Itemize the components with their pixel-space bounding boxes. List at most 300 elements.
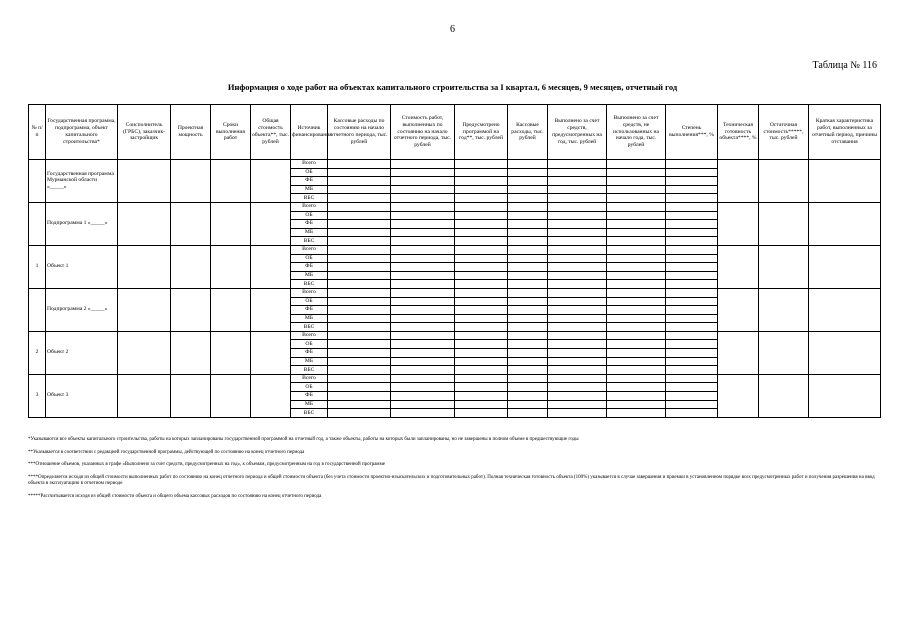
value-cell xyxy=(607,185,666,194)
empty-cell xyxy=(211,374,251,417)
value-cell xyxy=(391,160,455,169)
value-cell xyxy=(548,306,607,315)
funding-source: Всего xyxy=(291,202,328,211)
value-cell xyxy=(391,323,455,332)
value-cell xyxy=(548,409,607,418)
value-cell xyxy=(391,263,455,272)
value-cell xyxy=(548,168,607,177)
value-cell xyxy=(328,340,391,349)
value-cell xyxy=(391,280,455,289)
value-cell xyxy=(607,392,666,401)
value-cell xyxy=(607,409,666,418)
value-cell xyxy=(607,323,666,332)
value-cell xyxy=(328,160,391,169)
item-name: Объект 2 xyxy=(46,331,118,374)
funding-source: МБ xyxy=(291,271,328,280)
funding-source: Всего xyxy=(291,245,328,254)
empty-cell xyxy=(718,202,759,245)
funding-source: ФБ xyxy=(291,349,328,358)
value-cell xyxy=(391,383,455,392)
item-name: Государственная программа Мурманской области «_____» xyxy=(46,160,118,203)
value-cell xyxy=(548,357,607,366)
table-body xyxy=(29,160,881,418)
value-cell xyxy=(455,331,508,340)
empty-cell xyxy=(118,374,171,417)
item-name: Подпрограмма 2 «_____» xyxy=(46,288,118,331)
value-cell xyxy=(508,331,548,340)
value-cell xyxy=(508,366,548,375)
item-name: Объект 1 xyxy=(46,245,118,288)
value-cell xyxy=(455,245,508,254)
empty-cell xyxy=(211,288,251,331)
value-cell xyxy=(328,237,391,246)
value-cell xyxy=(328,374,391,383)
row-number xyxy=(29,202,46,245)
column-header: Государственная программа, подпрограмма, объект капитального строительства* xyxy=(46,105,118,160)
value-cell xyxy=(666,211,718,220)
value-cell xyxy=(666,220,718,229)
value-cell xyxy=(328,383,391,392)
value-cell xyxy=(508,297,548,306)
empty-cell xyxy=(171,245,211,288)
value-cell xyxy=(508,160,548,169)
value-cell xyxy=(391,194,455,203)
funding-source: Всего xyxy=(291,288,328,297)
value-cell xyxy=(455,254,508,263)
empty-cell xyxy=(809,202,881,245)
value-cell xyxy=(455,194,508,203)
table-row xyxy=(29,245,881,254)
empty-cell xyxy=(118,331,171,374)
funding-source: ОБ xyxy=(291,383,328,392)
empty-cell xyxy=(759,288,809,331)
value-cell xyxy=(391,177,455,186)
value-cell xyxy=(391,168,455,177)
funding-source: ОБ xyxy=(291,297,328,306)
value-cell xyxy=(455,297,508,306)
column-header: Остаточная стоимость*****, тыс. рублей xyxy=(759,105,809,160)
value-cell xyxy=(508,409,548,418)
value-cell xyxy=(607,271,666,280)
value-cell xyxy=(508,254,548,263)
value-cell xyxy=(607,349,666,358)
empty-cell xyxy=(171,160,211,203)
value-cell xyxy=(548,392,607,401)
table-row xyxy=(29,374,881,383)
value-cell xyxy=(508,228,548,237)
funding-source: ОБ xyxy=(291,168,328,177)
value-cell xyxy=(548,297,607,306)
value-cell xyxy=(455,288,508,297)
value-cell xyxy=(508,392,548,401)
value-cell xyxy=(666,263,718,272)
value-cell xyxy=(666,400,718,409)
value-cell xyxy=(666,323,718,332)
row-number xyxy=(29,160,46,203)
funding-source: МБ xyxy=(291,228,328,237)
value-cell xyxy=(455,340,508,349)
value-cell xyxy=(328,323,391,332)
value-cell xyxy=(508,185,548,194)
column-header: Кассовые расходы, тыс. рублей xyxy=(508,105,548,160)
column-header: Краткая характеристика работ, выполненных за отчетный период, причины отставания xyxy=(809,105,881,160)
table-header-row xyxy=(29,105,881,160)
empty-cell xyxy=(211,160,251,203)
value-cell xyxy=(455,160,508,169)
value-cell xyxy=(548,280,607,289)
funding-source: ФБ xyxy=(291,263,328,272)
value-cell xyxy=(508,202,548,211)
column-header: Стоимость работ, выполненных по состоянию на начало отчетного периода, тыс. рублей xyxy=(391,105,455,160)
value-cell xyxy=(548,211,607,220)
footnote: *Указываются все объекты капитального строительства, работы на которых запланированы государственной программой на отчетный год, а также объекты, работы на которых были запланированы, но не завершены в полном объеме в предшествующие годы xyxy=(28,437,579,442)
value-cell xyxy=(666,349,718,358)
empty-cell xyxy=(759,160,809,203)
value-cell xyxy=(508,306,548,315)
value-cell xyxy=(607,280,666,289)
value-cell xyxy=(548,237,607,246)
value-cell xyxy=(391,297,455,306)
empty-cell xyxy=(118,202,171,245)
column-header: Предусмотрено программой на год**, тыс. рублей xyxy=(455,105,508,160)
value-cell xyxy=(508,245,548,254)
footnote: ***Отношение объемов, указанных в графе «Выполнено за счет средств, предусмотренных на год», к объемам, предусмотренным на год в государственной программе xyxy=(28,462,385,467)
value-cell xyxy=(607,288,666,297)
value-cell xyxy=(391,366,455,375)
value-cell xyxy=(328,366,391,375)
value-cell xyxy=(391,220,455,229)
funding-source: ФБ xyxy=(291,220,328,229)
empty-cell xyxy=(759,331,809,374)
funding-source: МБ xyxy=(291,314,328,323)
value-cell xyxy=(508,383,548,392)
value-cell xyxy=(548,263,607,272)
value-cell xyxy=(328,177,391,186)
value-cell xyxy=(508,271,548,280)
empty-cell xyxy=(211,202,251,245)
value-cell xyxy=(455,280,508,289)
value-cell xyxy=(455,177,508,186)
empty-cell xyxy=(809,160,881,203)
value-cell xyxy=(508,220,548,229)
value-cell xyxy=(666,254,718,263)
value-cell xyxy=(666,185,718,194)
empty-cell xyxy=(809,245,881,288)
table-row xyxy=(29,288,881,297)
empty-cell xyxy=(251,245,291,288)
value-cell xyxy=(607,220,666,229)
value-cell xyxy=(391,357,455,366)
value-cell xyxy=(607,245,666,254)
value-cell xyxy=(508,177,548,186)
value-cell xyxy=(391,271,455,280)
table-row xyxy=(29,160,881,169)
value-cell xyxy=(391,314,455,323)
value-cell xyxy=(607,263,666,272)
value-cell xyxy=(328,185,391,194)
value-cell xyxy=(328,409,391,418)
value-cell xyxy=(508,400,548,409)
row-number: 2 xyxy=(29,331,46,374)
empty-cell xyxy=(251,202,291,245)
value-cell xyxy=(666,297,718,306)
value-cell xyxy=(455,383,508,392)
value-cell xyxy=(666,245,718,254)
value-cell xyxy=(666,288,718,297)
value-cell xyxy=(666,271,718,280)
value-cell xyxy=(666,160,718,169)
value-cell xyxy=(607,340,666,349)
value-cell xyxy=(607,237,666,246)
value-cell xyxy=(508,323,548,332)
column-header: Выполнено за счет средств, не использованных на начало года, тыс. рублей xyxy=(607,105,666,160)
value-cell xyxy=(666,168,718,177)
column-header: Кассовые расходы по состоянию на начало отчетного периода, тыс. рублей xyxy=(328,105,391,160)
value-cell xyxy=(391,237,455,246)
value-cell xyxy=(391,202,455,211)
empty-cell xyxy=(718,331,759,374)
footnote: *****Рассчитывается исходя из общей стоимости объекта и общего объема кассовых расходов по состоянию на конец отчетного периода xyxy=(28,493,322,499)
value-cell xyxy=(666,177,718,186)
footnote: ****Определяется исходя из общей стоимости выполненных работ по состоянию на конец отчетного периода и общей стоимости объекта (без учета стоимости проектно-изыскательских и подготовительных работ). Полная техническая готовность объекта (100%) указывается в случае завершения и приемки в установленном порядке всех предусмотренных работ и получения разрешения на ввод объекта в эксплуатацию в отчетном периоде xyxy=(28,474,875,486)
empty-cell xyxy=(718,160,759,203)
funding-source: Всего xyxy=(291,331,328,340)
empty-cell xyxy=(809,288,881,331)
empty-cell xyxy=(718,245,759,288)
row-number: 3 xyxy=(29,374,46,417)
value-cell xyxy=(328,254,391,263)
value-cell xyxy=(548,185,607,194)
funding-source: ФБ xyxy=(291,177,328,186)
value-cell xyxy=(508,237,548,246)
table-row xyxy=(29,202,881,211)
value-cell xyxy=(328,306,391,315)
value-cell xyxy=(508,340,548,349)
value-cell xyxy=(328,202,391,211)
value-cell xyxy=(607,306,666,315)
value-cell xyxy=(508,374,548,383)
footnotes xyxy=(28,437,878,506)
empty-cell xyxy=(759,245,809,288)
page-number: 6 xyxy=(450,24,455,35)
value-cell xyxy=(666,366,718,375)
value-cell xyxy=(391,392,455,401)
value-cell xyxy=(455,271,508,280)
value-cell xyxy=(548,349,607,358)
value-cell xyxy=(328,211,391,220)
empty-cell xyxy=(809,331,881,374)
item-name: Подпрограмма 1 «_____» xyxy=(46,202,118,245)
value-cell xyxy=(391,374,455,383)
value-cell xyxy=(508,280,548,289)
funding-source: Всего xyxy=(291,160,328,169)
value-cell xyxy=(548,314,607,323)
empty-cell xyxy=(251,331,291,374)
funding-source: ВБС xyxy=(291,366,328,375)
value-cell xyxy=(328,297,391,306)
value-cell xyxy=(607,177,666,186)
value-cell xyxy=(548,220,607,229)
value-cell xyxy=(548,194,607,203)
empty-cell xyxy=(718,374,759,417)
value-cell xyxy=(455,349,508,358)
funding-source: ОБ xyxy=(291,211,328,220)
value-cell xyxy=(508,263,548,272)
funding-source: ОБ xyxy=(291,340,328,349)
value-cell xyxy=(328,271,391,280)
column-header: Источник финансирования xyxy=(291,105,328,160)
funding-source: ВБС xyxy=(291,194,328,203)
column-header: Проектная мощность xyxy=(171,105,211,160)
empty-cell xyxy=(759,374,809,417)
value-cell xyxy=(391,306,455,315)
funding-source: ВБС xyxy=(291,323,328,332)
value-cell xyxy=(508,314,548,323)
empty-cell xyxy=(118,160,171,203)
value-cell xyxy=(455,306,508,315)
table-row xyxy=(29,331,881,340)
value-cell xyxy=(391,409,455,418)
value-cell xyxy=(455,409,508,418)
value-cell xyxy=(666,383,718,392)
empty-cell xyxy=(118,245,171,288)
column-header: Общая стоимость объекта**, тыс. рублей xyxy=(251,105,291,160)
value-cell xyxy=(328,357,391,366)
column-header: № п/п xyxy=(29,105,46,160)
value-cell xyxy=(508,288,548,297)
value-cell xyxy=(328,349,391,358)
value-cell xyxy=(455,228,508,237)
value-cell xyxy=(666,409,718,418)
empty-cell xyxy=(251,288,291,331)
value-cell xyxy=(666,392,718,401)
value-cell xyxy=(666,306,718,315)
value-cell xyxy=(548,254,607,263)
value-cell xyxy=(455,314,508,323)
value-cell xyxy=(328,245,391,254)
value-cell xyxy=(548,383,607,392)
value-cell xyxy=(328,392,391,401)
value-cell xyxy=(391,245,455,254)
value-cell xyxy=(455,323,508,332)
footnote: **Указывается в соответствии с редакцией государственной программы, действующей по состоянию на конец отчетного периода xyxy=(28,449,305,455)
column-header: Техническая готовность объекта****, % xyxy=(718,105,759,160)
value-cell xyxy=(666,331,718,340)
funding-source: ФБ xyxy=(291,306,328,315)
funding-source: ВБС xyxy=(291,237,328,246)
value-cell xyxy=(455,392,508,401)
value-cell xyxy=(548,228,607,237)
empty-cell xyxy=(171,202,211,245)
value-cell xyxy=(391,185,455,194)
row-number xyxy=(29,288,46,331)
value-cell xyxy=(328,288,391,297)
value-cell xyxy=(455,202,508,211)
value-cell xyxy=(666,202,718,211)
column-header: Соисполнитель (ГРБС), заказчик-застройщик xyxy=(118,105,171,160)
column-header: Выполнено за счет средств, предусмотренных на год, тыс. рублей xyxy=(548,105,607,160)
value-cell xyxy=(666,194,718,203)
value-cell xyxy=(328,400,391,409)
value-cell xyxy=(548,340,607,349)
empty-cell xyxy=(171,331,211,374)
value-cell xyxy=(508,211,548,220)
value-cell xyxy=(548,288,607,297)
value-cell xyxy=(607,357,666,366)
value-cell xyxy=(391,340,455,349)
value-cell xyxy=(666,228,718,237)
value-cell xyxy=(455,168,508,177)
value-cell xyxy=(607,254,666,263)
funding-source: ОБ xyxy=(291,254,328,263)
value-cell xyxy=(666,280,718,289)
empty-cell xyxy=(251,374,291,417)
value-cell xyxy=(548,245,607,254)
value-cell xyxy=(328,220,391,229)
item-name: Объект 3 xyxy=(46,374,118,417)
column-header: Сроки выполнения работ xyxy=(211,105,251,160)
value-cell xyxy=(666,314,718,323)
value-cell xyxy=(548,331,607,340)
value-cell xyxy=(391,228,455,237)
value-cell xyxy=(391,211,455,220)
value-cell xyxy=(666,340,718,349)
value-cell xyxy=(607,366,666,375)
value-cell xyxy=(508,357,548,366)
value-cell xyxy=(607,297,666,306)
value-cell xyxy=(666,374,718,383)
value-cell xyxy=(455,400,508,409)
value-cell xyxy=(391,400,455,409)
value-cell xyxy=(328,280,391,289)
empty-cell xyxy=(118,288,171,331)
column-header: Степень выполнения***, % xyxy=(666,105,718,160)
empty-cell xyxy=(171,288,211,331)
value-cell xyxy=(391,288,455,297)
value-cell xyxy=(455,374,508,383)
value-cell xyxy=(607,400,666,409)
value-cell xyxy=(607,211,666,220)
value-cell xyxy=(607,331,666,340)
value-cell xyxy=(328,228,391,237)
value-cell xyxy=(548,202,607,211)
value-cell xyxy=(548,271,607,280)
value-cell xyxy=(548,323,607,332)
empty-cell xyxy=(211,331,251,374)
value-cell xyxy=(391,254,455,263)
value-cell xyxy=(455,185,508,194)
empty-cell xyxy=(171,374,211,417)
value-cell xyxy=(607,314,666,323)
value-cell xyxy=(328,168,391,177)
value-cell xyxy=(455,211,508,220)
value-cell xyxy=(391,349,455,358)
funding-source: ВБС xyxy=(291,280,328,289)
capital-construction-table xyxy=(28,104,881,418)
value-cell xyxy=(607,228,666,237)
value-cell xyxy=(607,168,666,177)
value-cell xyxy=(548,374,607,383)
value-cell xyxy=(455,357,508,366)
funding-source: ФБ xyxy=(291,392,328,401)
value-cell xyxy=(391,331,455,340)
value-cell xyxy=(607,160,666,169)
document-title: Информация о ходе работ на объектах капитального строительства за I квартал, 6 месяцев, 9 месяцев, отчетный год xyxy=(227,82,678,92)
value-cell xyxy=(607,374,666,383)
funding-source: Всего xyxy=(291,374,328,383)
funding-source: МБ xyxy=(291,185,328,194)
value-cell xyxy=(455,263,508,272)
